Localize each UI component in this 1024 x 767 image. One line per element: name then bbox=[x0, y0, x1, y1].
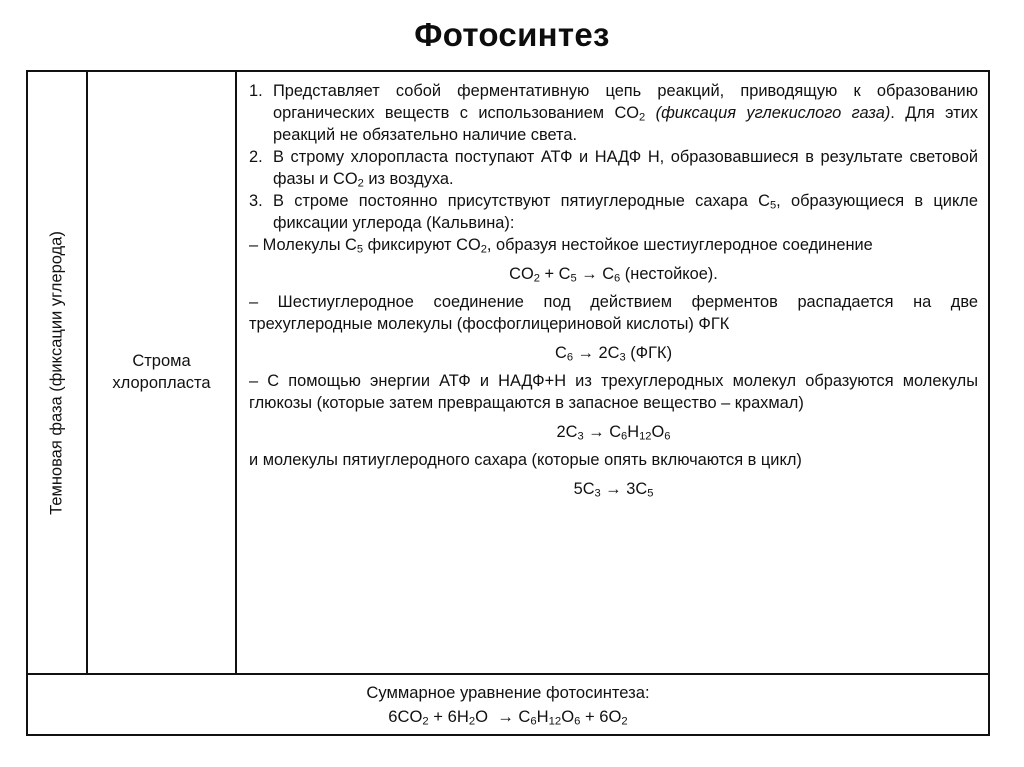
bullet-item-2 bbox=[249, 292, 978, 336]
eq1-seg-2: + C bbox=[539, 264, 571, 283]
bullet-1-marker: – bbox=[249, 235, 259, 254]
bullet-3-text: С помощью энергии АТФ и НАДФ+Н из трехуглеродных молекул образуются молекулы глюкозы (которые затем превращаются в запасное вещество – крахмал) bbox=[249, 371, 978, 412]
item-3-subscript-1: 5 bbox=[769, 199, 777, 212]
equation-c6-2c3 bbox=[249, 343, 978, 365]
location-line-1: Строма bbox=[132, 351, 191, 370]
sum-sub-2: 2 bbox=[468, 714, 476, 727]
eq3-seg-2: → C bbox=[583, 422, 622, 441]
summary-equation: $6CO_2 + 6H_2O \to C_6H_{12}O_6 + 6O_2$ bbox=[388, 706, 628, 727]
bullet-4-text: и молекулы пятиуглеродного сахара (которые опять включаются в цикл) bbox=[249, 450, 802, 469]
table-cell-location bbox=[88, 72, 237, 673]
bullet-item-3 bbox=[249, 371, 978, 415]
sum-sub-1: 2 bbox=[422, 714, 429, 727]
sum-sub-3: 6 bbox=[530, 714, 537, 727]
bullet-item-4 bbox=[249, 450, 978, 472]
eq4-sub-2: 5 bbox=[647, 487, 654, 500]
sum-sub-6: 2 bbox=[621, 714, 628, 727]
bullet-2-marker: – bbox=[249, 292, 259, 311]
item-3-marker: 3. bbox=[249, 191, 263, 210]
eq2-sub-1: 6 bbox=[566, 351, 574, 364]
eq3-seg-4: O bbox=[651, 422, 665, 441]
equation-2c3-glucose bbox=[249, 422, 978, 444]
location-label bbox=[112, 351, 210, 395]
eq3-seg-1: 2C bbox=[556, 422, 578, 441]
sum-sub-5: 6 bbox=[574, 714, 581, 727]
page-title: Фотосинтез bbox=[414, 16, 610, 53]
bullet-1-text-part-1: Молекулы C bbox=[258, 235, 357, 254]
bullet-1-text-part-2: фиксируют CO bbox=[363, 235, 481, 254]
eq3-sub-3: 12 bbox=[639, 430, 652, 443]
eq3-seg-3: H bbox=[627, 422, 640, 441]
sum-sub-4: 12 bbox=[548, 714, 562, 727]
eq3-sub-2: 6 bbox=[621, 430, 628, 443]
bullet-item-1 bbox=[249, 235, 978, 257]
summary-title: Суммарное уравнение фотосинтеза: bbox=[366, 682, 650, 702]
photosynthesis-table bbox=[26, 70, 990, 736]
table-row-dark-phase bbox=[28, 72, 988, 673]
eq1-seg-1: CO bbox=[509, 264, 534, 283]
eq1-sub-3: 6 bbox=[614, 272, 621, 285]
eq4-seg-1: 5C bbox=[573, 479, 595, 498]
item-1-italic-note: (фиксация углекислого газа) bbox=[655, 103, 891, 122]
bullet-3-marker: – bbox=[249, 371, 259, 390]
eq1-sub-1: 2 bbox=[533, 272, 540, 285]
item-1-text-part-2: . Для этих реакций не обязательно наличие света. bbox=[273, 103, 978, 144]
item-1-text-part-1: Представляет собой ферментативную цепь реакций, приводящую к образованию органических веществ с использованием CO bbox=[273, 82, 978, 122]
eq2-sub-2: 3 bbox=[619, 351, 626, 364]
item-3-text-part-2: , образующиеся в цикле фиксации углерода (Кальвина): bbox=[273, 191, 978, 232]
eq3-sub-1: 3 bbox=[577, 430, 584, 443]
numbered-item-3 bbox=[249, 191, 978, 235]
eq4-seg-2: → 3C bbox=[600, 479, 648, 498]
numbered-item-2 bbox=[249, 147, 978, 191]
location-line-2: хлоропласта bbox=[112, 373, 211, 392]
item-2-text-part-1: В строму хлоропласта поступают АТФ и НАДФ Н, образовавшиеся в результате световой фазы и CO bbox=[273, 147, 978, 188]
eq2-seg-1: C bbox=[554, 343, 567, 362]
eq1-seg-4: (нестойкое). bbox=[620, 264, 718, 283]
eq2-seg-2: → 2C bbox=[573, 343, 620, 362]
equation-co2-c5-c6 bbox=[249, 264, 978, 286]
equation-5c3-3c5 bbox=[249, 479, 978, 501]
bullet-1-subscript-2: 2 bbox=[480, 243, 487, 256]
eq1-seg-3: → C bbox=[576, 264, 615, 283]
bullet-1-text-part-3: , образуя нестойкое шестиуглеродное соединение bbox=[486, 235, 873, 254]
item-3-text-part-1: В строме постоянно присутствуют пятиуглеродные сахара C bbox=[273, 191, 770, 210]
table-cell-phase-name bbox=[28, 72, 88, 673]
numbered-item-1 bbox=[249, 81, 978, 147]
item-2-subscript-1: 2 bbox=[357, 177, 364, 190]
item-2-marker: 2. bbox=[249, 147, 263, 166]
bullet-2-text: Шестиуглеродное соединение под действием ферментов распадается на две трехуглеродные молекулы (фосфоглицериновой кислоты) ФГК bbox=[249, 292, 978, 333]
phase-label-vertical: Темновая фаза (фиксации углерода) bbox=[47, 230, 66, 515]
table-row-summary bbox=[28, 673, 988, 734]
item-1-marker: 1. bbox=[249, 82, 263, 100]
item-1-subscript-1: 2 bbox=[639, 111, 646, 124]
eq3-sub-4: 6 bbox=[664, 430, 671, 443]
eq2-seg-3: (ФГК) bbox=[625, 343, 673, 362]
bullet-1-subscript-1: 5 bbox=[356, 243, 364, 256]
item-2-text-part-2: из воздуха. bbox=[363, 169, 454, 188]
eq4-sub-1: 3 bbox=[594, 487, 601, 500]
eq1-sub-2: 5 bbox=[570, 272, 577, 285]
table-cell-description bbox=[237, 72, 988, 673]
